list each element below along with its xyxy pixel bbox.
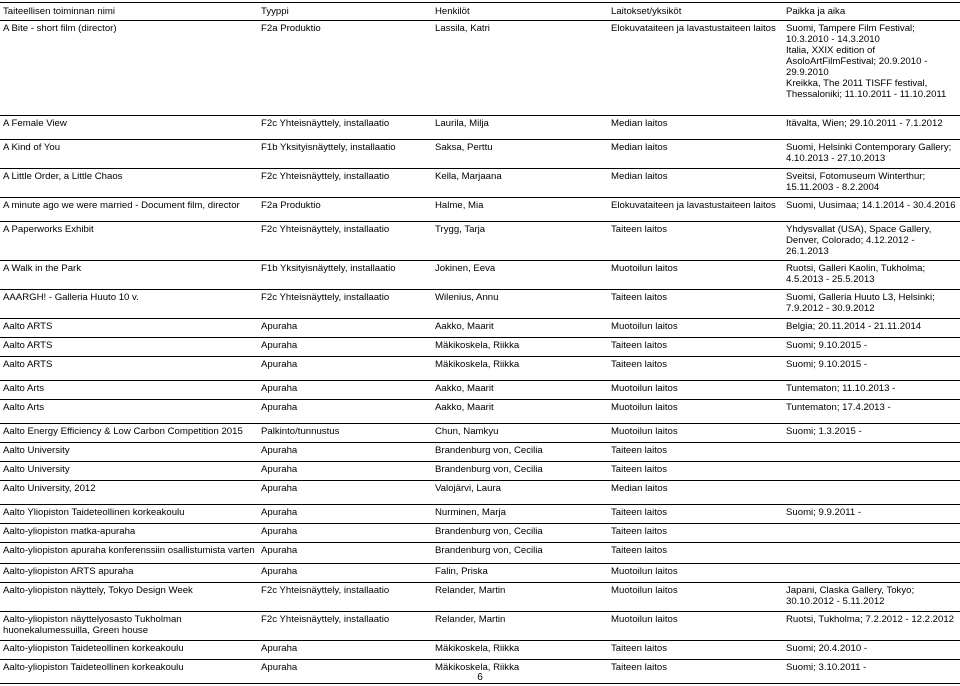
table-body [0,21,960,684]
cell-name: Aalto University, 2012 [0,481,258,505]
cell-department: Taiteen laitos [608,443,783,462]
cell-persons: Brandenburg von, Cecilia [432,443,608,462]
cell-type: F1b Yksityisnäyttely, installaatio [258,140,432,169]
cell-department: Taiteen laitos [608,462,783,481]
cell-name: Aalto ARTS [0,319,258,338]
header-place-time: Paikka ja aika [783,3,960,21]
cell-persons: Aakko, Maarit [432,319,608,338]
cell-type: Apuraha [258,381,432,400]
cell-persons: Aakko, Maarit [432,381,608,400]
cell-department: Muotoilun laitos [608,612,783,641]
cell-place-time: Sveitsi, Fotomuseum Winterthur; 15.11.2003 - 8.2.2004 [783,169,960,198]
cell-department: Taiteen laitos [608,641,783,660]
cell-name: Aalto Arts [0,381,258,400]
cell-persons: Nurminen, Marja [432,505,608,524]
cell-department: Taiteen laitos [608,357,783,381]
cell-name: Aalto Arts [0,400,258,424]
cell-place-time: Tuntematon; 11.10.2013 - [783,381,960,400]
cell-name: Aalto-yliopiston Taideteollinen korkeakoulu [0,641,258,660]
cell-name: A Female View [0,116,258,140]
cell-type: F1b Yksityisnäyttely, installaatio [258,261,432,290]
cell-place-time: Suomi; 9.10.2015 - [783,357,960,381]
cell-persons: Lassila, Katri [432,21,608,116]
cell-name: Aalto-yliopiston näyttely, Tokyo Design Week [0,583,258,612]
cell-place-time: Belgia; 20.11.2014 - 21.11.2014 [783,319,960,338]
table-row [0,505,960,524]
cell-department: Median laitos [608,140,783,169]
cell-name: A minute ago we were married - Document film, director [0,198,258,222]
cell-type: Apuraha [258,505,432,524]
cell-persons: Aakko, Maarit [432,400,608,424]
cell-persons: Relander, Martin [432,612,608,641]
table-row [0,198,960,222]
cell-type: Apuraha [258,524,432,543]
cell-type: F2c Yhteisnäyttely, installaatio [258,116,432,140]
page-number: 6 [477,672,483,683]
cell-place-time: Suomi, Galleria Huuto L3, Helsinki; 7.9.2012 - 30.9.2012 [783,290,960,319]
cell-place-time [783,543,960,564]
cell-name: Aalto-yliopiston apuraha konferenssiin osallistumista varten [0,543,258,564]
cell-department: Muotoilun laitos [608,381,783,400]
cell-type: Palkinto/tunnustus [258,424,432,443]
cell-department: Taiteen laitos [608,290,783,319]
cell-name: Aalto University [0,462,258,481]
cell-department: Taiteen laitos [608,543,783,564]
cell-type: Apuraha [258,481,432,505]
cell-type: Apuraha [258,564,432,583]
table-row [0,319,960,338]
cell-name: Aalto Yliopiston Taideteollinen korkeakoulu [0,505,258,524]
cell-type: F2a Produktio [258,21,432,116]
cell-name: Aalto-yliopiston matka-apuraha [0,524,258,543]
cell-department: Muotoilun laitos [608,261,783,290]
cell-name: A Paperworks Exhibit [0,222,258,261]
table-row [0,583,960,612]
cell-place-time: Yhdysvallat (USA), Space Gallery, Denver, Colorado; 4.12.2012 - 26.1.2013 [783,222,960,261]
cell-persons: Mäkikoskela, Riikka [432,641,608,660]
table-row [0,222,960,261]
cell-type: Apuraha [258,400,432,424]
cell-department: Median laitos [608,169,783,198]
cell-type: F2a Produktio [258,198,432,222]
table-row [0,424,960,443]
cell-department: Muotoilun laitos [608,564,783,583]
cell-name: Aalto ARTS [0,338,258,357]
cell-place-time [783,481,960,505]
table-row [0,140,960,169]
cell-name: Aalto-yliopiston Taideteollinen korkeakoulu [0,660,258,684]
cell-name: Aalto University [0,443,258,462]
cell-place-time [783,443,960,462]
cell-type: Apuraha [258,357,432,381]
cell-name: Aalto ARTS [0,357,258,381]
cell-department: Median laitos [608,116,783,140]
table-row [0,543,960,564]
cell-name: A Walk in the Park [0,261,258,290]
cell-place-time: Ruotsi, Galleri Kaolin, Tukholma; 4.5.2013 - 25.5.2013 [783,261,960,290]
cell-persons: Mäkikoskela, Riikka [432,660,608,684]
header-type: Tyyppi [258,3,432,21]
cell-persons: Trygg, Tarja [432,222,608,261]
cell-place-time: Japani, Claska Gallery, Tokyo; 30.10.2012 - 5.11.2012 [783,583,960,612]
cell-place-time [783,564,960,583]
cell-place-time: Suomi; 9.10.2015 - [783,338,960,357]
cell-persons: Chun, Namkyu [432,424,608,443]
cell-department: Taiteen laitos [608,338,783,357]
cell-department: Elokuvataiteen ja lavastustaiteen laitos [608,198,783,222]
cell-name: Aalto Energy Efficiency & Low Carbon Competition 2015 [0,424,258,443]
cell-persons: Brandenburg von, Cecilia [432,543,608,564]
cell-place-time: Suomi, Tampere Film Festival; 10.3.2010 - 14.3.2010 Italia, XXIX edition of AsoloArtFilmFestival; 20.9.2010 - 29.9.2010 Kreikka, The 2011 TISFF festival, Thessaloniki; 11.10.2011 - 11.10.2011 [783,21,960,116]
cell-type: F2c Yhteisnäyttely, installaatio [258,290,432,319]
cell-type: F2c Yhteisnäyttely, installaatio [258,612,432,641]
cell-department: Median laitos [608,481,783,505]
cell-place-time: Suomi, Uusimaa; 14.1.2014 - 30.4.2016 [783,198,960,222]
cell-type: F2c Yhteisnäyttely, installaatio [258,222,432,261]
cell-place-time: Suomi; 9.9.2011 - [783,505,960,524]
table-row [0,381,960,400]
cell-type: F2c Yhteisnäyttely, installaatio [258,583,432,612]
header-departments: Laitokset/yksiköt [608,3,783,21]
cell-place-time: Suomi; 3.10.2011 - [783,660,960,684]
table-row [0,524,960,543]
cell-department: Muotoilun laitos [608,424,783,443]
cell-persons: Halme, Mia [432,198,608,222]
table-row [0,612,960,641]
cell-place-time [783,462,960,481]
cell-place-time: Itävalta, Wien; 29.10.2011 - 7.1.2012 [783,116,960,140]
cell-place-time [783,524,960,543]
cell-department: Muotoilun laitos [608,400,783,424]
cell-department: Taiteen laitos [608,524,783,543]
cell-name: Aalto-yliopiston ARTS apuraha [0,564,258,583]
cell-type: Apuraha [258,462,432,481]
cell-persons: Relander, Martin [432,583,608,612]
cell-type: Apuraha [258,660,432,684]
table-row [0,169,960,198]
table-row [0,290,960,319]
header-name: Taiteellisen toiminnan nimi [0,3,258,21]
cell-name: A Little Order, a Little Chaos [0,169,258,198]
table-row [0,357,960,381]
cell-persons: Valojärvi, Laura [432,481,608,505]
cell-persons: Wilenius, Annu [432,290,608,319]
cell-persons: Kella, Marjaana [432,169,608,198]
cell-place-time: Suomi; 1.3.2015 - [783,424,960,443]
table-row [0,462,960,481]
table-row [0,443,960,462]
cell-type: Apuraha [258,319,432,338]
cell-department: Muotoilun laitos [608,583,783,612]
header-row [0,3,960,21]
cell-department: Taiteen laitos [608,222,783,261]
cell-name: Aalto-yliopiston näyttelyosasto Tukholman huonekalumessuilla, Green house [0,612,258,641]
cell-place-time: Ruotsi, Tukholma; 7.2.2012 - 12.2.2012 [783,612,960,641]
table-row [0,21,960,116]
cell-type: Apuraha [258,641,432,660]
cell-department: Taiteen laitos [608,505,783,524]
table-header [0,3,960,21]
cell-department: Taiteen laitos [608,660,783,684]
table-row [0,338,960,357]
records-table [0,2,960,684]
cell-place-time: Suomi; 20.4.2010 - [783,641,960,660]
cell-type: F2c Yhteisnäyttely, installaatio [258,169,432,198]
table-row [0,564,960,583]
cell-name: A Bite - short film (director) [0,21,258,116]
cell-persons: Brandenburg von, Cecilia [432,462,608,481]
table-row [0,481,960,505]
cell-type: Apuraha [258,543,432,564]
table-row [0,641,960,660]
cell-type: Apuraha [258,443,432,462]
cell-department: Elokuvataiteen ja lavastustaiteen laitos [608,21,783,116]
cell-persons: Laurila, Milja [432,116,608,140]
header-persons: Henkilöt [432,3,608,21]
cell-persons: Saksa, Perttu [432,140,608,169]
cell-persons: Mäkikoskela, Riikka [432,357,608,381]
cell-persons: Jokinen, Eeva [432,261,608,290]
cell-persons: Falin, Priska [432,564,608,583]
cell-persons: Mäkikoskela, Riikka [432,338,608,357]
cell-place-time: Suomi, Helsinki Contemporary Gallery; 4.10.2013 - 27.10.2013 [783,140,960,169]
cell-name: AAARGH! - Galleria Huuto 10 v. [0,290,258,319]
cell-place-time: Tuntematon; 17.4.2013 - [783,400,960,424]
cell-name: A Kind of You [0,140,258,169]
table-row [0,116,960,140]
table-row [0,400,960,424]
cell-department: Muotoilun laitos [608,319,783,338]
cell-persons: Brandenburg von, Cecilia [432,524,608,543]
cell-type: Apuraha [258,338,432,357]
table-row [0,261,960,290]
